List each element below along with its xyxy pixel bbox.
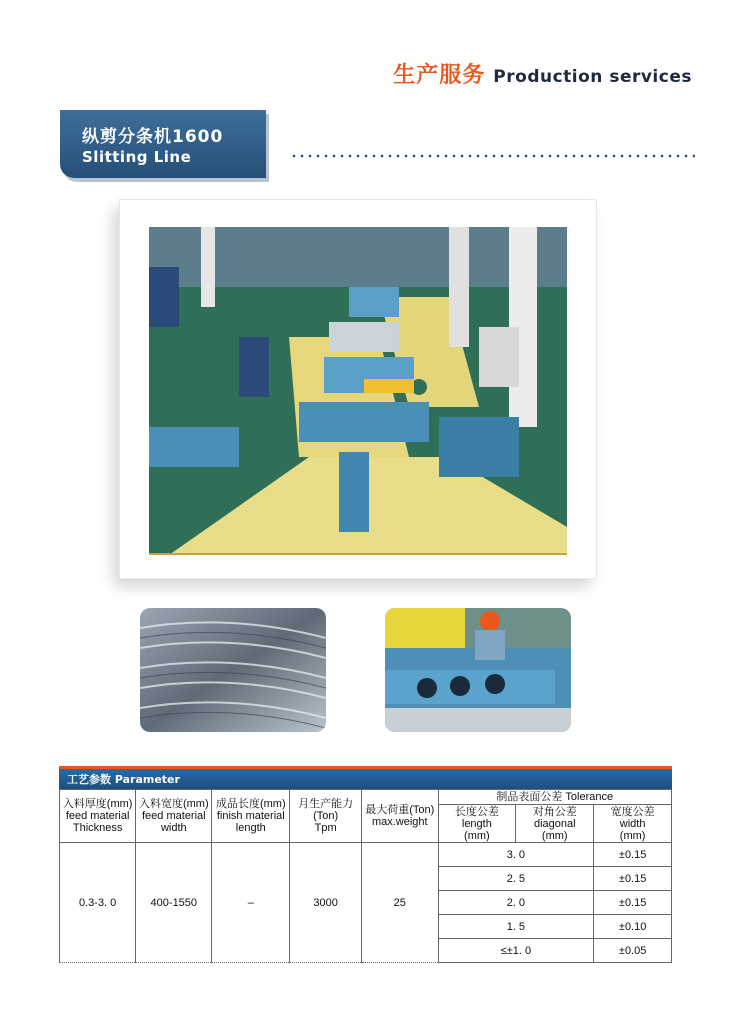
tol-diagonal-header: 对角公差 diagonal (mm)	[516, 805, 594, 843]
width-value: 400-1550	[136, 843, 212, 963]
steel-coil-photo	[140, 608, 326, 732]
product-title-cn: 纵剪分条机1600	[82, 127, 224, 147]
tol-length-value: 2. 5	[438, 867, 594, 891]
thickness-value: 0.3-3. 0	[60, 843, 136, 963]
operator-photo	[385, 608, 571, 732]
capacity-value: 3000	[290, 843, 362, 963]
parameter-bar	[59, 766, 672, 789]
spec-table	[59, 789, 672, 963]
tol-width-value: ±0.05	[594, 939, 672, 963]
tol-length-value: 1. 5	[438, 915, 594, 939]
tol-width-value: ±0.10	[594, 915, 672, 939]
col-thickness-header: 入料厚度(mm) feed material Thickness	[60, 790, 136, 843]
product-title-en: Slitting Line	[82, 148, 192, 166]
col-maxweight-header: 最大荷重(Ton) max.weight	[362, 790, 438, 843]
tol-width-value: ±0.15	[594, 891, 672, 915]
table-row	[60, 843, 672, 867]
tolerance-header: 制品表面公差 Tolerance	[438, 790, 672, 805]
dotted-divider	[290, 154, 695, 158]
tol-length-header: 长度公差 length (mm)	[438, 805, 516, 843]
page-header	[393, 58, 692, 89]
tol-length-value: ≤±1. 0	[438, 939, 594, 963]
factory-photo	[149, 227, 567, 555]
length-value: –	[212, 843, 290, 963]
tol-width-value: ±0.15	[594, 843, 672, 867]
header-title-en: Production services	[493, 67, 692, 87]
parameter-label: 工艺参数 Parameter	[67, 773, 180, 786]
tol-length-value: 2. 0	[438, 891, 594, 915]
tol-length-value: 3. 0	[438, 843, 594, 867]
tol-width-value: ±0.15	[594, 867, 672, 891]
maxweight-value: 25	[362, 843, 438, 963]
main-photo-frame	[120, 200, 596, 578]
col-capacity-header: 月生产能力 (Ton) Tpm	[290, 790, 362, 843]
header-title-cn: 生产服务	[393, 63, 486, 88]
col-length-header: 成品长度(mm) finish material length	[212, 790, 290, 843]
tol-width-header: 宽度公差 width (mm)	[594, 805, 672, 843]
col-width-header: 入料宽度(mm) feed material width	[136, 790, 212, 843]
product-title-badge	[60, 110, 266, 178]
